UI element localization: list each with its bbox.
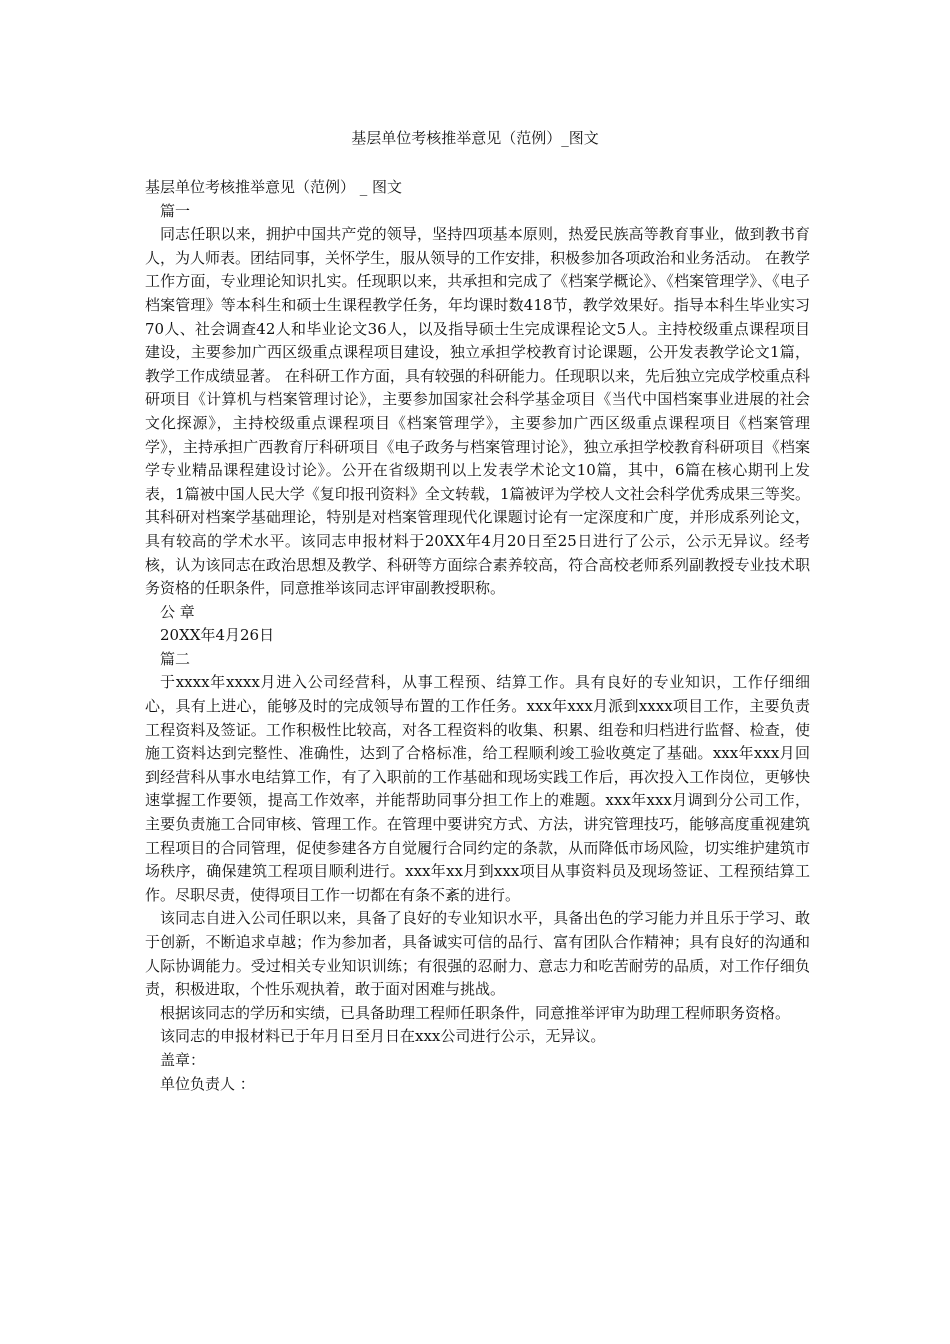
section2-paragraph-2: 该同志自进入公司任职以来，具备了良好的专业知识水平，具备出色的学习能力并且乐于学习、敢于创新，不断追求卓越；作为参加者，具备诚实可信的品行、富有团队合作精神；具有良好的沟通和人际协调能力。受过相关专业知识训练；有很强的忍耐力、意志力和吃苦耐劳的品质，对工作仔细负责，积极进取，个性乐观执着，敢于面对困难与挑战。 bbox=[145, 909, 810, 999]
section1-body: 同志任职以来，拥护中国共产党的领导，坚持四项基本原则，热爱民族高等教育事业，做到教书育人，为人师表。团结同事，关怀学生，服从领导的工作安排，积极参加各项政治和业务活动。 在教学工作方面，专业理论知识扎实。任现职以来，共承担和完成了《档案学概论》、《档案管理学》、《电子档案管理》等本科生和硕士生课程教学任务，年均课时数418节，教学效果好。指导本科生毕业实习70人、社会调查42人和毕业论文36人，以及指导硕士生完成课程论文5人。主持校级重点课程项目建设，主要参加广西区级重点课程项目建设，独立承担学校教育讨论课题，公开发表教学论文1篇，教学工作成绩显著。 在科研工作方面，具有较强的科研能力。任现职以来，先后独立完成学校重点科研项目《计算机与档案管理讨论》，主要参加国家社会科学基金项目《当代中国档案事业进展的社会文化探源》，主持校级重点课程项目《档案管理学》，主要参加广西区级重点课程项目《档案管理学》，主持承担广西教育厅科研项目《电子政务与档案管理讨论》，独立承担学校教育科研项目《档案学专业精品课程建设讨论》。公开在省级期刊以上发表学术论文10篇，其中，6篇在核心期刊上发表，1篇被中国人民大学《复印报刊资料》全文转载，1篇被评为学校人文社会科学优秀成果三等奖。其科研对档案学基础理论，特别是对档案管理现代化课题讨论有一定深度和广度，并形成系列论文，具有较高的学术水平。该同志申报材料于20XX年4月20日至25日进行了公示，公示无异议。经考核，认为该同志在政治思想及教学、科研等方面综合素养较高，符合高校老师系列副教授专业技术职务资格的任职条件，同意推举该同志评审副教授职称。 bbox=[145, 225, 810, 598]
stamp-label: 盖章： bbox=[160, 1050, 206, 1069]
unit-head-label: 单位负责人 ： bbox=[160, 1074, 255, 1093]
document-body bbox=[145, 176, 810, 1096]
section-label-2: 篇二 bbox=[160, 649, 191, 668]
section2-paragraph-3: 根据该同志的学历和实绩，已具备助理工程师任职条件，同意推举评审为助理工程师职务资格。 bbox=[160, 1003, 791, 1022]
page-title: 基层单位考核推举意见（范例）_图文 bbox=[351, 129, 599, 147]
seal-label: 公 章 bbox=[160, 602, 195, 621]
document-heading: 基层单位考核推举意见（范例） _ 图文 bbox=[145, 178, 403, 196]
section2-paragraph-1: 于xxxx年xxxx月进入公司经营科，从事工程预、结算工作。具有良好的专业知识，工作仔细细心，具有上进心，能够及时的完成领导布置的工作任务。xxx年xxx月派到xxxx项目工作，主要负责工程资料及签证。工作积极性比较高，对各工程资料的收集、积累、组卷和归档进行监督、检查，使施工资料达到完整性、准确性，达到了合格标准，给工程顺利竣工验收奠定了基础。xxx年xxx月回到经营科从事水电结算工作，有了入职前的工作基础和现场实践工作后，再次投入工作岗位，更够快速掌握工作要领，提高工作效率，并能帮助同事分担工作上的难题。xxx年xxx月调到分公司工作，主要负责施工合同审核、管理工作。在管理中要讲究方式、方法，讲究管理技巧，能够高度重视建筑工程项目的合同管理，促使参建各方自觉履行合同约定的条款，从而降低市场风险，切实维护建筑市场秩序，确保建筑工程项目顺利进行。xxx年xx月到xxx项目从事资料员及现场签证、工程预结算工作。尽职尽责，使得项目工作一切都在有条不紊的进行。 bbox=[145, 673, 810, 904]
section2-paragraph-4: 该同志的申报材料已于年月日至月日在xxx公司进行公示，无异议。 bbox=[160, 1027, 606, 1046]
section1-date: 20XX年4月26日 bbox=[160, 626, 275, 645]
section-label-1: 篇一 bbox=[160, 201, 191, 220]
